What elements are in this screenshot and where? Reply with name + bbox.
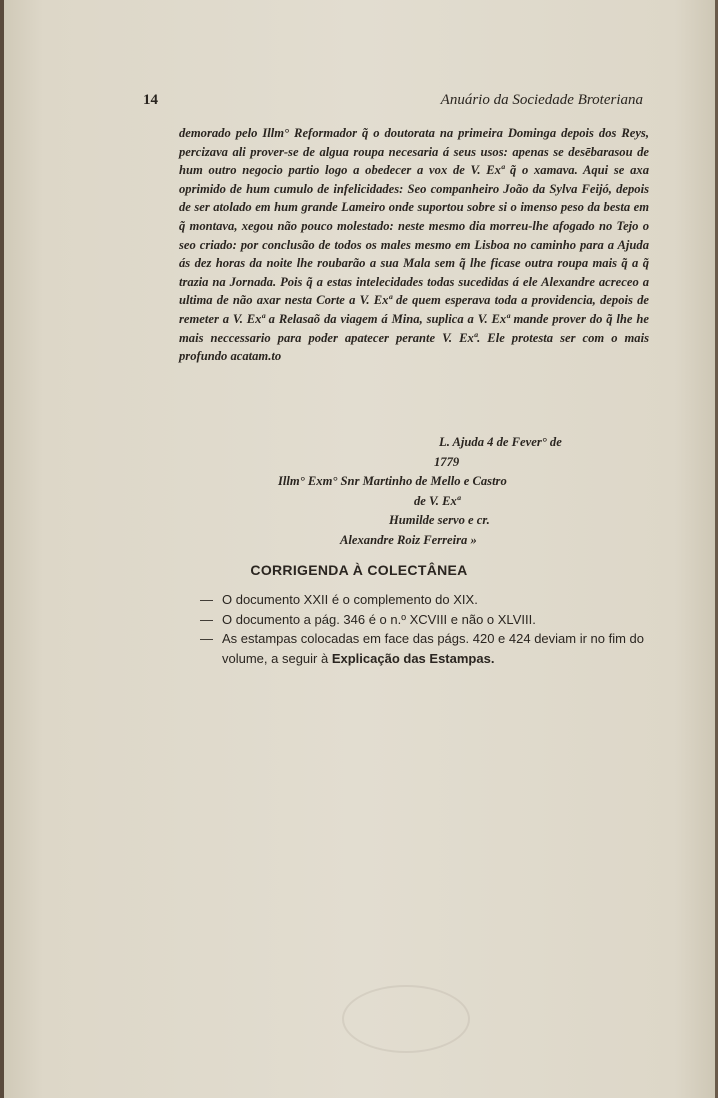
page-number: 14 (143, 92, 158, 108)
letter-body: demorado pelo Illm° Reformador q̃ o doutorata na primeira Dominga depois dos Reys, percizava ali prover-se de algua roupa necesaria á seus usos: apenas se desēbarasou de hum outro negocio partio logo a obedecer a vox de V. Exª q̃ o xamava. Aqui se axa oprimido de hum cumulo de infelicidades: Seo companheiro João da Sylva Feijó, depois de ser atolado em hum grande Lameiro onde suportou sobre si o imenso peso da besta em q̃ montava, xegou não pouco molestado: neste mesmo dia morreu-lhe afogado no Tejo o seo criado: por conclusão de todos os males mesmo em Lisboa no caminho para a Ajuda ás dez horas da noite lhe roubarão a sua Mala sem q̃ lhe ficase outra roupa mais q̃ a q̃ trazia na Jornada. Pois q̃ a estas intelecidades todas sucedidas á ele Alexandre acreceo a ultima de não axar nesta Corte a V. Exª de quem esperava toda a providencia, depois de remeter a V. Exª a Relasaõ da viagem á Mina, suplica a V. Exª mande prover do q̃ lhe he mais neccessario para poder apatecer perante V. Exª. Ele protesta ser com o mais profundo acatam.to (179, 126, 649, 364)
dash-marker: — (200, 592, 213, 607)
corrigenda-item-text: As estampas colocadas em face das págs. 420 e 424 deviam ir no fim do volume, a seguir à (222, 631, 645, 666)
corrigenda-item-text: O documento XXII é o complemento do XIX. (222, 592, 478, 607)
corrigenda-item (200, 610, 660, 630)
place-date: L. Ajuda 4 de Fever° de (439, 435, 562, 449)
corrigenda-item (200, 629, 660, 668)
page-header (143, 92, 643, 112)
letter-transcription (179, 124, 649, 366)
letter-signature-block (179, 433, 649, 550)
corrigenda-item-text: O documento a pág. 346 é o n.º XCVIII e não o XLVIII. (222, 611, 536, 627)
date-year: 1779 (434, 454, 460, 469)
corrigenda-item (200, 590, 660, 610)
corrigenda-item-emphasis: Explicação das Estampas. (331, 650, 495, 666)
addressee: Illm° Exm° Snr Martinho de Mello e Castro (278, 474, 507, 488)
page-edge-left (0, 0, 4, 1098)
signatory-name: Alexandre Roiz Ferreira » (340, 532, 477, 547)
closing-formula: Humilde servo e cr. (389, 513, 490, 527)
corrigenda-list (200, 590, 660, 668)
bleed-through-text-lower (150, 620, 670, 950)
corrigenda-title: CORRIGENDA À COLECTÂNEA (250, 562, 468, 578)
running-head: Anuário da Sociedade Broteriana (440, 92, 643, 108)
library-stamp-faint (342, 985, 470, 1053)
dash-marker: — (200, 631, 213, 646)
addressee-title: de V. Exª (414, 493, 461, 508)
dash-marker: — (200, 611, 213, 627)
